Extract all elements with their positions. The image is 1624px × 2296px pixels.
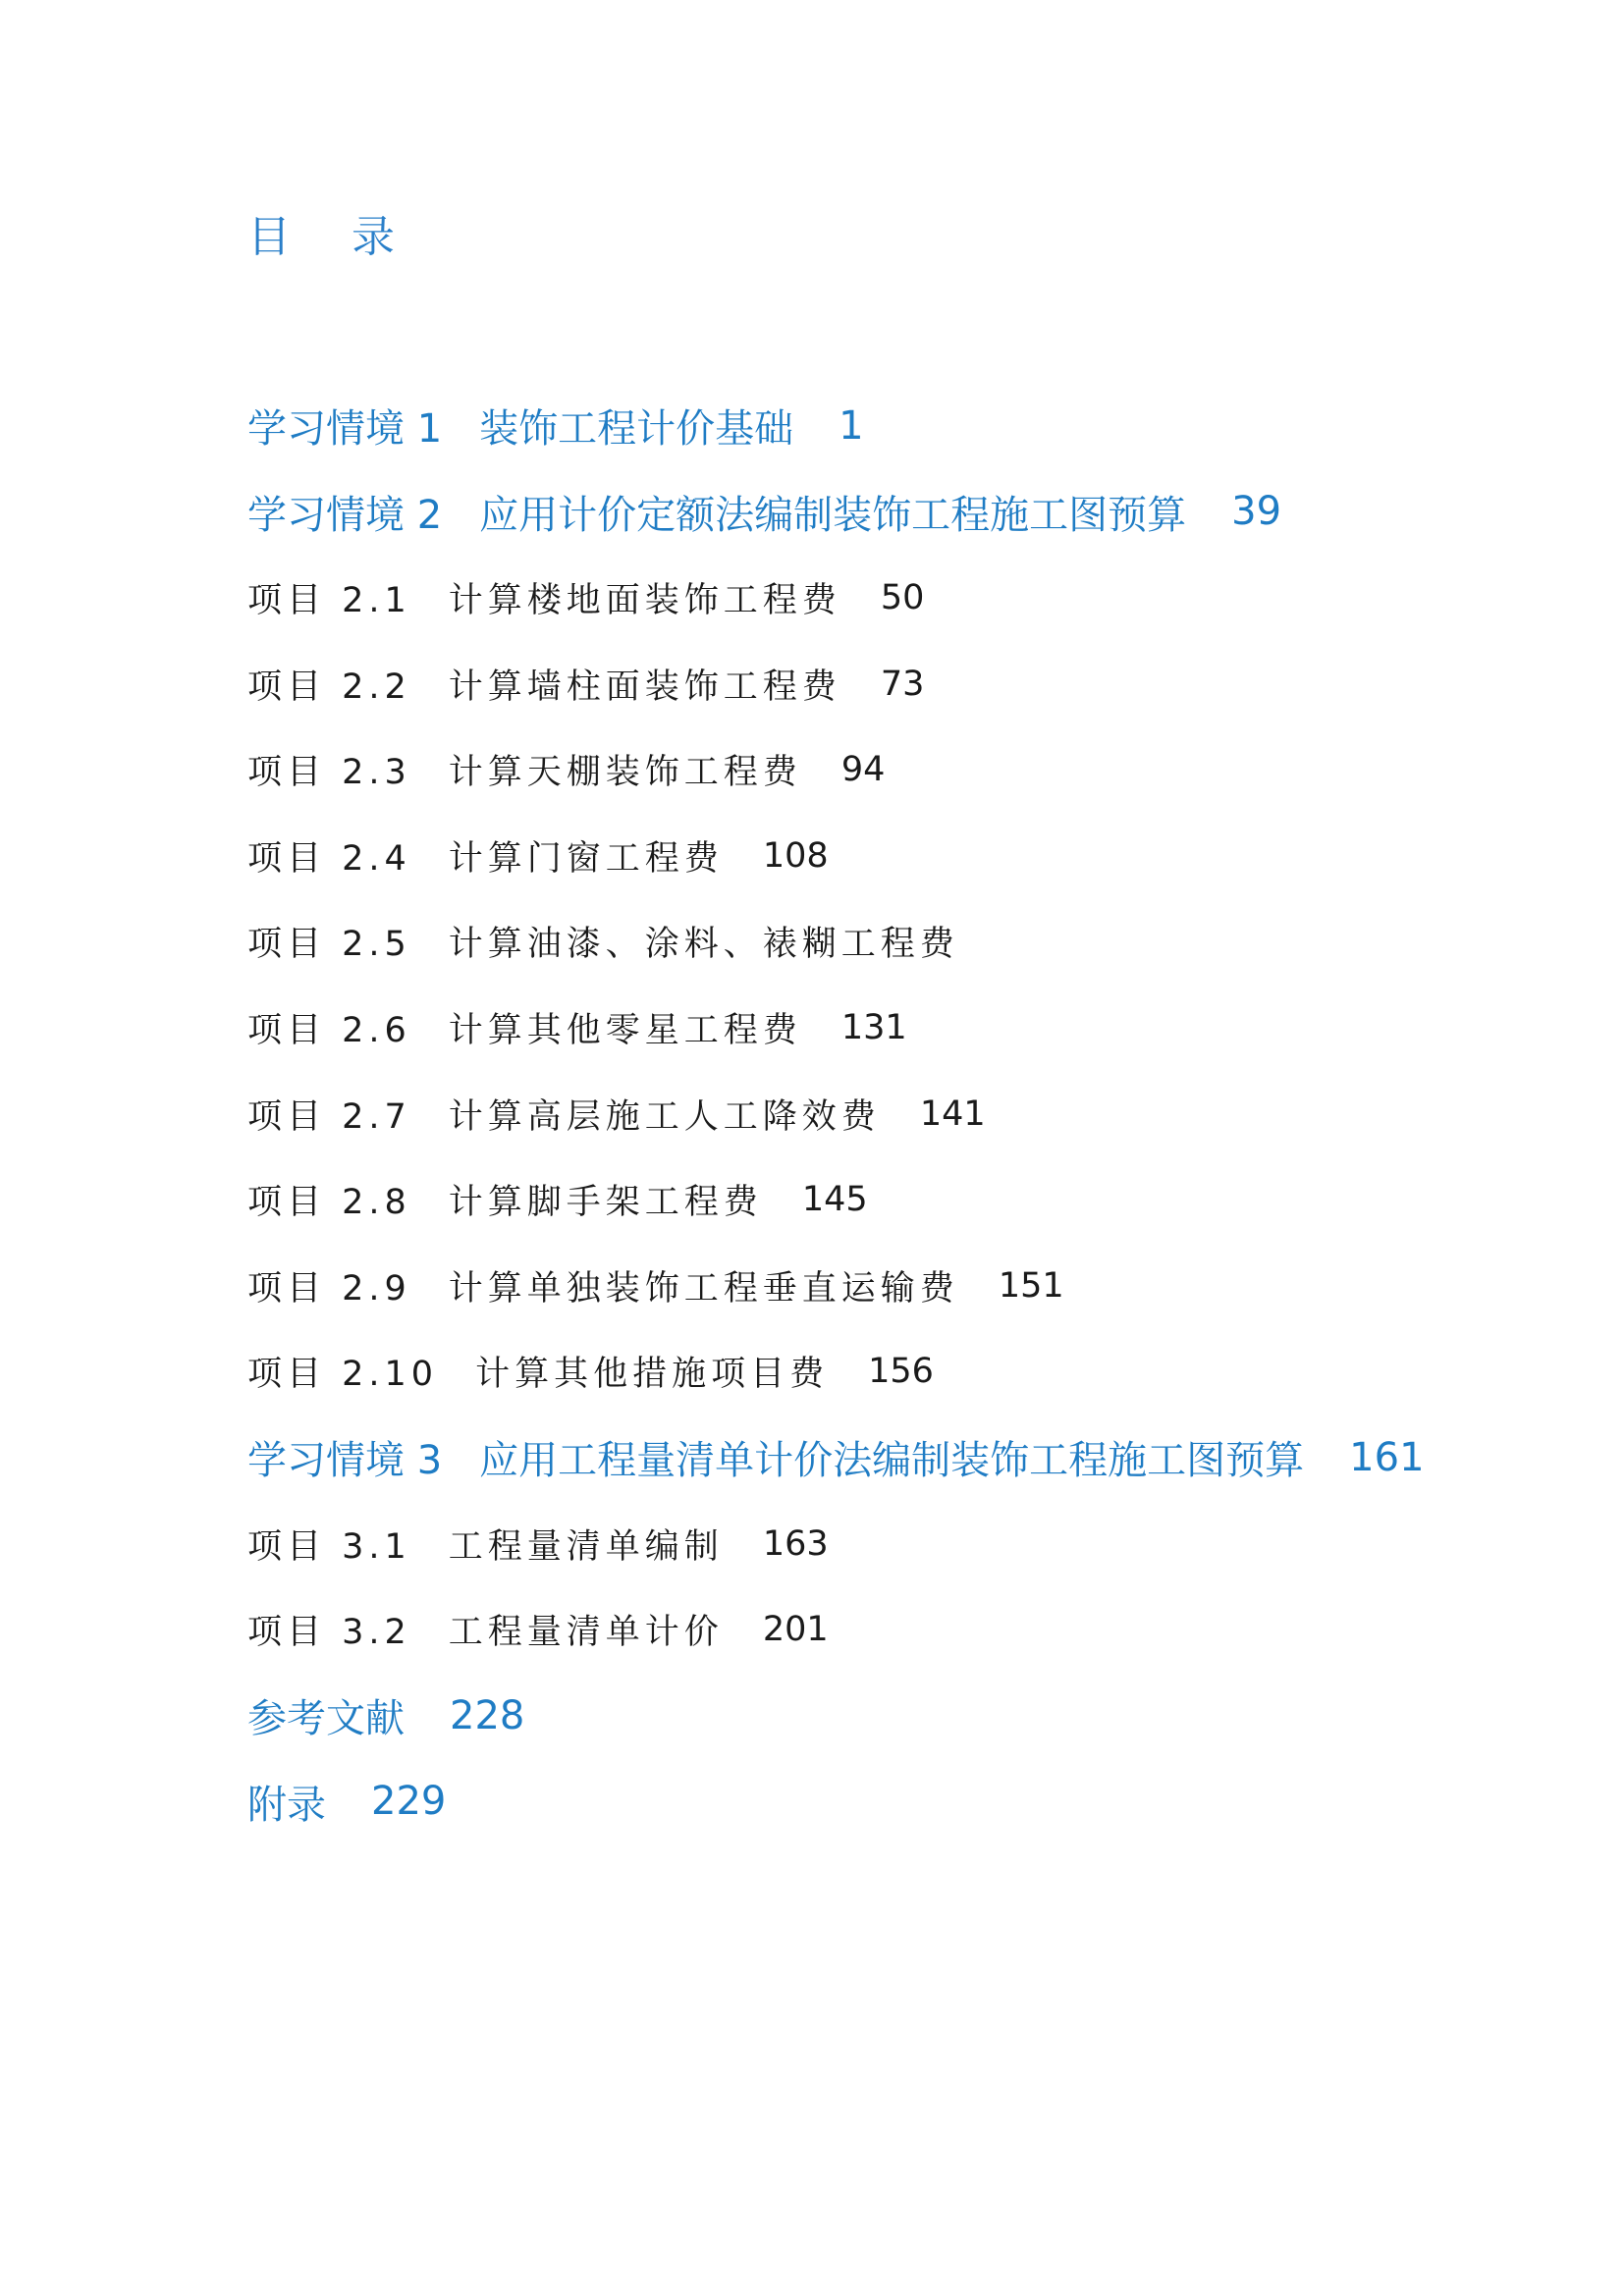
toc-entry-minor[interactable] — [247, 1156, 1524, 1243]
toc-entry-minor[interactable] — [247, 1501, 1524, 1587]
toc-entry-label: 项目 2.10 — [247, 1355, 439, 1395]
toc-entry-page-number: 131 — [840, 1007, 907, 1047]
toc-entry-major[interactable] — [247, 1415, 1524, 1501]
toc-title: 目 录 — [247, 212, 418, 262]
toc-entry-label: 项目 2.8 — [247, 1183, 411, 1223]
toc-entry-page-number: 39 — [1231, 489, 1282, 535]
toc-entry-major[interactable] — [247, 1673, 1524, 1759]
toc-entry-minor[interactable] — [247, 1243, 1524, 1329]
toc-entry-label: 项目 2.2 — [247, 667, 411, 707]
toc-entry-page-number: 73 — [880, 664, 925, 704]
toc-entry-title: 计算楼地面装饰工程费 — [448, 580, 841, 620]
toc-entry-minor[interactable] — [247, 899, 1524, 986]
toc-entry-page-number: 151 — [998, 1265, 1064, 1306]
toc-entry-title: 附录 — [247, 1782, 326, 1828]
toc-entry-label: 项目 2.9 — [247, 1268, 411, 1308]
toc-list — [247, 383, 1524, 1844]
toc-entry-major[interactable] — [247, 383, 1524, 469]
toc-entry-page-number: 108 — [762, 835, 829, 876]
toc-entry-title: 应用计价定额法编制装饰工程施工图预算 — [479, 492, 1187, 538]
toc-entry-title: 计算其他零星工程费 — [448, 1010, 802, 1050]
toc-entry-page-number: 228 — [450, 1692, 525, 1738]
toc-entry-page-number: 1 — [839, 402, 864, 449]
toc-entry-label: 项目 3.2 — [247, 1613, 411, 1653]
toc-entry-page-number: 229 — [371, 1779, 447, 1825]
toc-entry-minor[interactable] — [247, 1586, 1524, 1673]
toc-entry-title: 计算单独装饰工程垂直运输费 — [448, 1268, 959, 1308]
toc-entry-page-number: 163 — [762, 1523, 829, 1564]
toc-entry-label: 项目 3.1 — [247, 1526, 411, 1567]
toc-entry-title: 计算其他措施项目费 — [475, 1355, 830, 1395]
toc-entry-title: 装饰工程计价基础 — [479, 406, 794, 453]
toc-entry-page-number: 141 — [919, 1094, 986, 1134]
toc-entry-page-number: 156 — [868, 1352, 934, 1392]
toc-entry-label: 项目 2.6 — [247, 1010, 411, 1050]
toc-entry-title: 计算高层施工人工降效费 — [448, 1096, 881, 1137]
toc-entry-title: 工程量清单计价 — [448, 1613, 724, 1653]
toc-entry-minor[interactable] — [247, 1329, 1524, 1415]
toc-entry-minor[interactable] — [247, 641, 1524, 727]
toc-entry-label: 项目 2.7 — [247, 1096, 411, 1137]
toc-entry-title: 计算门窗工程费 — [448, 838, 724, 879]
toc-entry-minor[interactable] — [247, 1071, 1524, 1157]
toc-entry-title: 计算脚手架工程费 — [448, 1183, 763, 1223]
toc-entry-page-number: 145 — [801, 1180, 868, 1220]
toc-entry-minor[interactable] — [247, 985, 1524, 1071]
toc-entry-label: 项目 2.4 — [247, 838, 411, 879]
toc-entry-title: 参考文献 — [247, 1696, 405, 1742]
toc-entry-page-number: 94 — [840, 750, 886, 790]
toc-entry-label: 学习情境 2 — [247, 492, 443, 538]
toc-entry-page-number: 50 — [880, 577, 925, 617]
toc-entry-page-number: 201 — [762, 1610, 829, 1650]
toc-entry-label: 学习情境 1 — [247, 406, 443, 453]
toc-entry-label: 项目 2.5 — [247, 925, 411, 965]
toc-entry-minor[interactable] — [247, 813, 1524, 899]
toc-entry-minor[interactable] — [247, 726, 1524, 813]
toc-entry-title: 计算墙柱面装饰工程费 — [448, 667, 841, 707]
toc-entry-label: 项目 2.1 — [247, 580, 411, 620]
toc-entry-title: 计算油漆、涂料、裱糊工程费 — [448, 925, 959, 965]
toc-entry-title: 计算天棚装饰工程费 — [448, 753, 802, 793]
toc-entry-title: 工程量清单编制 — [448, 1526, 724, 1567]
toc-entry-minor[interactable] — [247, 555, 1524, 641]
toc-entry-major[interactable] — [247, 1759, 1524, 1845]
toc-entry-label: 学习情境 3 — [247, 1438, 443, 1484]
toc-entry-page-number: 161 — [1349, 1434, 1425, 1480]
toc-entry-title: 应用工程量清单计价法编制装饰工程施工图预算 — [479, 1438, 1305, 1484]
toc-entry-major[interactable] — [247, 469, 1524, 556]
toc-entry-label: 项目 2.3 — [247, 753, 411, 793]
